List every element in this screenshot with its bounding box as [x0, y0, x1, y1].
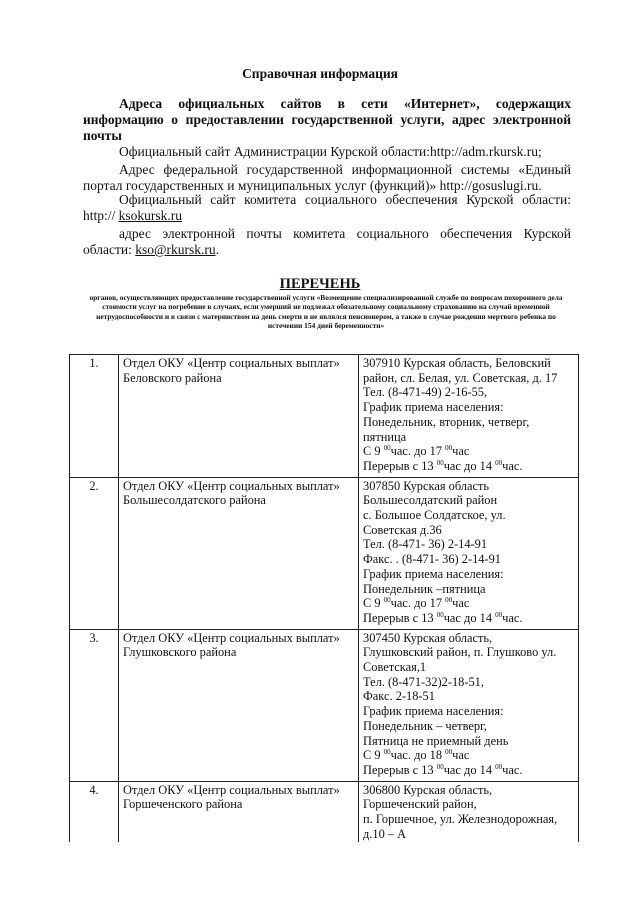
reception-hours: С 9 $^{00}$час. до 18 $^{00}$час	[363, 748, 470, 763]
admin-site-paragraph: Официальный сайт Администрации Курской области:http://adm.rkursk.ru;	[119, 144, 542, 159]
email-link[interactable]: kso@rkursk.ru	[135, 242, 216, 257]
address-line: Советская,1	[363, 660, 427, 675]
reception-hours: С 9 $^{00}$час. до 17 $^{00}$час	[363, 444, 470, 459]
hours-to-minutes: 00	[445, 444, 453, 453]
lunch-break: Перерыв с 13 $^{00}$час до 14 $^{00}$час.	[363, 762, 523, 777]
address-line: район, сл. Белая, ул. Советская, д. 17	[363, 370, 558, 385]
address-line: 307450 Курская область,	[363, 630, 493, 645]
hours-to-minutes: 00	[445, 596, 453, 605]
address-line: График приема населения:	[363, 704, 504, 719]
email-end: .	[215, 242, 219, 257]
office-row	[70, 477, 579, 629]
address-line: Тел. (8-471-49) 2-16-55,	[363, 385, 488, 400]
address-line: Советская д.36	[363, 522, 442, 537]
kso-site-text: Официальный сайт комитета социального обеспечения Курской области: http://	[83, 192, 571, 223]
hours-to-minutes: 00	[445, 748, 453, 757]
document-title: Справочная информация	[242, 66, 398, 81]
office-number: 1.	[70, 355, 119, 478]
address-line: Понедельник –пятница	[363, 581, 486, 596]
sites-heading: Адреса официальных сайтов в сети «Интернет», содержащих информацию о предоставлении государственной услуги, адрес электронной почты	[83, 96, 571, 143]
address-line: 306800 Курская область,	[363, 782, 493, 797]
break-from-minutes: 00	[436, 762, 444, 771]
office-row	[70, 781, 579, 841]
office-address	[359, 781, 579, 841]
address-line: Горшеченский район,	[363, 797, 477, 812]
office-name: Отдел ОКУ «Центр социальных выплат» Глушковского района	[119, 629, 359, 781]
offices-table	[69, 354, 579, 842]
hours-from-minutes: 00	[383, 748, 391, 757]
address-line: Глушковский район, п. Глушково ул.	[363, 645, 557, 660]
address-line: Факс. 2-18-51	[363, 689, 435, 704]
address-line: 307850 Курская область	[363, 478, 490, 493]
email-paragraph	[83, 226, 571, 258]
office-number: 4.	[70, 781, 119, 841]
address-line: Тел. (8-471-32)2-18-51,	[363, 674, 484, 689]
address-line: График приема населения:	[363, 400, 504, 415]
address-line: Понедельник, вторник, четверг,	[363, 414, 530, 429]
address-line: Факс. . (8-471- 36) 2-14-91	[363, 552, 501, 567]
office-address	[359, 355, 579, 478]
address-line: График приема населения:	[363, 566, 504, 581]
office-row	[70, 355, 579, 478]
list-subtitle: органов, осуществляющих предоставление государственной услуги «Возмещение специализированной службе по вопросам похоронного дела стоимости услуг на погребение в случаях, если умерший не подлежал обязательному социальному страхованию на случай временной нетрудоспособности и в связи с материнством на день смерти и не являлся пенсионером, а также в случае рождения мертвого ребенка по истечении 154 дней беременности»	[89, 293, 563, 330]
break-to-minutes: 00	[495, 610, 503, 619]
office-row	[70, 629, 579, 781]
email-text: адрес электронной почты комитета социального обеспечения Курской области:	[83, 226, 571, 257]
kso-site-link[interactable]: ksokursk.ru	[118, 208, 183, 223]
kso-site-paragraph	[83, 192, 571, 224]
break-to-minutes: 00	[495, 762, 503, 771]
office-number: 3.	[70, 629, 119, 781]
lunch-break: Перерыв с 13 $^{00}$час до 14 $^{00}$час.	[363, 458, 523, 473]
break-from-minutes: 00	[436, 458, 444, 467]
break-from-minutes: 00	[436, 610, 444, 619]
hours-from-minutes: 00	[383, 596, 391, 605]
break-to-minutes: 00	[495, 458, 503, 467]
lunch-break: Перерыв с 13 $^{00}$час до 14 $^{00}$час.	[363, 610, 523, 625]
address-line: пятница	[363, 429, 407, 444]
address-line: Большесолдатский район	[363, 493, 498, 508]
office-address	[359, 629, 579, 781]
office-name: Отдел ОКУ «Центр социальных выплат» Горшеченского района	[119, 781, 359, 841]
address-line: п. Горшечное, ул. Железнодорожная,	[363, 812, 558, 827]
reception-hours: С 9 $^{00}$час. до 17 $^{00}$час	[363, 596, 470, 611]
list-title: ПЕРЕЧЕНЬ	[279, 276, 361, 292]
office-number: 2.	[70, 477, 119, 629]
hours-from-minutes: 00	[383, 444, 391, 453]
address-line: 307910 Курская область, Беловский	[363, 356, 551, 370]
address-line: Тел. (8-471- 36) 2-14-91	[363, 537, 488, 552]
office-name: Отдел ОКУ «Центр социальных выплат» Беловского района	[119, 355, 359, 478]
address-line: Пятница не приемный день	[363, 733, 509, 748]
address-line: с. Большое Солдатское, ул.	[363, 508, 506, 523]
office-name: Отдел ОКУ «Центр социальных выплат» Большесолдатского района	[119, 477, 359, 629]
address-line: Понедельник – четверг,	[363, 718, 487, 733]
offices-table-body	[70, 355, 579, 842]
gosuslugi-paragraph: Адрес федеральной государственной информационной системы «Единый портал государственных и муниципальных услуг (функций)» http://gosuslugi.ru.	[83, 162, 571, 193]
office-address	[359, 477, 579, 629]
address-line: д.10 – А	[363, 826, 407, 841]
